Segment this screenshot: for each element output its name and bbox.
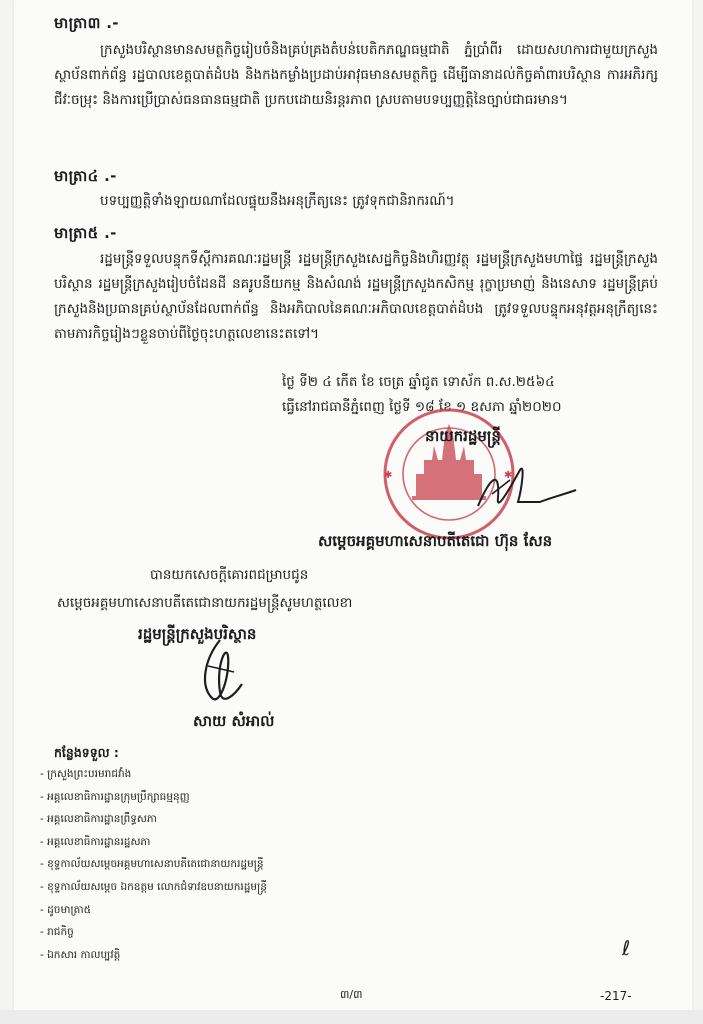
article-5-heading: មាត្រា៥ .-: [54, 224, 117, 242]
article-4-text: បទប្បញ្ញត្តិទាំងឡាយណាដែលផ្ទុយនឹងអនុក្រឹត្យនេះ ត្រូវទុកជានិរាករណ៍។: [100, 193, 455, 209]
list-item: - អគ្គលេខាធិការដ្ឋានរដ្ឋសភា: [40, 835, 151, 848]
pm-signature-icon: [470, 458, 580, 518]
article-3-text: ក្រសួងបរិស្ថានមានសមត្ថកិច្ចរៀបចំនិងគ្រប់គ្រងតំបន់បេតិកភណ្ឌធម្មជាតិ ភ្នំប្រាំពីរ ដោយសហការជាមួយក្រសួង ស្ថាប័នពាក់ព័ន្ធ រដ្ឋបាលខេត្តបាត់ដំបង និងកងកម្លាំងប្រដាប់អាវុធមានសមត្ថកិច្ច ដើម្បីធានាដល់កិច្ចគាំពារបរិស្ថាន ការអភិរក្សជីវៈចម្រុះ និងការប្រើប្រាស់ធនធានធម្មជាតិ ប្រកបដោយនិរន្តរភាព ស្របតាមបទប្បញ្ញត្តិនៃច្បាប់ជាធរមាន។: [54, 42, 658, 108]
solar-date: ធ្វើនៅរាជធានីភ្នំពេញ ថ្ងៃទី ១៨ ខែ ១ ឧសភា ឆ្នាំ២០២០: [282, 399, 562, 415]
countersign-name: សាយ សំអាល់: [193, 712, 275, 730]
lunar-date: ថ្ងៃ ទី២ ៤ កើត ខែ ចេត្រ ឆ្នាំជូត ទោស័ក ព.ស.២៥៦៤: [282, 374, 555, 390]
list-item: - ក្រសួងព្រះបរមរាជវាំង: [40, 768, 132, 780]
list-item: - ខុទ្ទកាល័យសម្តេច ឯកឧត្តម លោកជំទាវឧបនាយករដ្ឋមន្ត្រី: [40, 880, 267, 893]
page-number: ៣/៣: [340, 988, 363, 1001]
list-item: - អគ្គលេខាធិការដ្ឋានក្រុមប្រឹក្សាធម្មនុញ្ញ: [40, 790, 190, 803]
countersign-line-2: សម្តេចអគ្គមហាសេនាបតីតេជោនាយករដ្ឋមន្ត្រីសូមហត្ថលេខា: [57, 595, 353, 611]
minister-signature-icon: [190, 636, 250, 712]
article-5-text: រដ្ឋមន្ត្រីទទួលបន្ទុកទីស្តីការគណៈរដ្ឋមន្ត្រី រដ្ឋមន្ត្រីក្រសួងសេដ្ឋកិច្ចនិងហិរញ្ញវត្ថុ រដ្ឋមន្ត្រីក្រសួងមហាផ្ទៃ រដ្ឋមន្ត្រីក្រសួងបរិស្ថាន រដ្ឋមន្ត្រីក្រសួងរៀបចំដែនដី នគរូបនីយកម្ម និងសំណង់ រដ្ឋមន្ត្រីក្រសួងកសិកម្ម រុក្ខាប្រមាញ់ និងនេសាទ រដ្ឋមន្ត្រីគ្រប់ក្រសួងនិងប្រធានគ្រប់ស្ថាប័នដែលពាក់ព័ន្ធ និងអភិបាលនៃគណៈអភិបាលខេត្តបាត់ដំបង ត្រូវទទួលបន្ទុកអនុវត្តអនុក្រឹត្យនេះ តាមភារកិច្ចរៀងៗខ្លួនចាប់ពីថ្ងៃចុះហត្ថលេខានេះតទៅ។: [54, 251, 658, 342]
signatory-title: នាយករដ្ឋមន្ត្រី: [425, 427, 501, 445]
page-code: -217-: [600, 989, 632, 1003]
recipients-list: [40, 768, 267, 971]
article-4-heading: មាត្រា៤ .-: [54, 167, 117, 185]
countersign-title: រដ្ឋមន្ត្រីក្រសួងបរិស្ថាន: [138, 625, 257, 643]
svg-text:✱: ✱: [504, 470, 513, 481]
bottom-edge: [0, 1010, 703, 1024]
list-item: - អគ្គលេខាធិការដ្ឋានព្រឹទ្ធសភា: [40, 813, 157, 826]
list-item: - ឯកសារ កាលប្បវត្តិ: [40, 948, 121, 961]
svg-text:✱: ✱: [384, 470, 393, 481]
list-item: - ដូចមាត្រា៥: [40, 903, 92, 916]
initial-mark-icon: ℓ: [622, 936, 631, 960]
list-item: - ខុទ្ទកាល័យសម្តេចអគ្គមហាសេនាបតីតេជោនាយករដ្ឋមន្ត្រី: [40, 858, 264, 871]
countersign-line-1: បានយកសេចក្តីគោរពជម្រាបជូន: [150, 567, 309, 583]
list-item: - រាជកិច្ច: [40, 926, 74, 939]
article-3-heading: មាត្រា៣ .-: [54, 14, 119, 32]
recipients-title: កន្លែងទទួល :: [54, 745, 119, 760]
signatory-name: សម្តេចអគ្គមហាសេនាបតីតេជោ ហ៊ុន សែន: [318, 532, 553, 550]
